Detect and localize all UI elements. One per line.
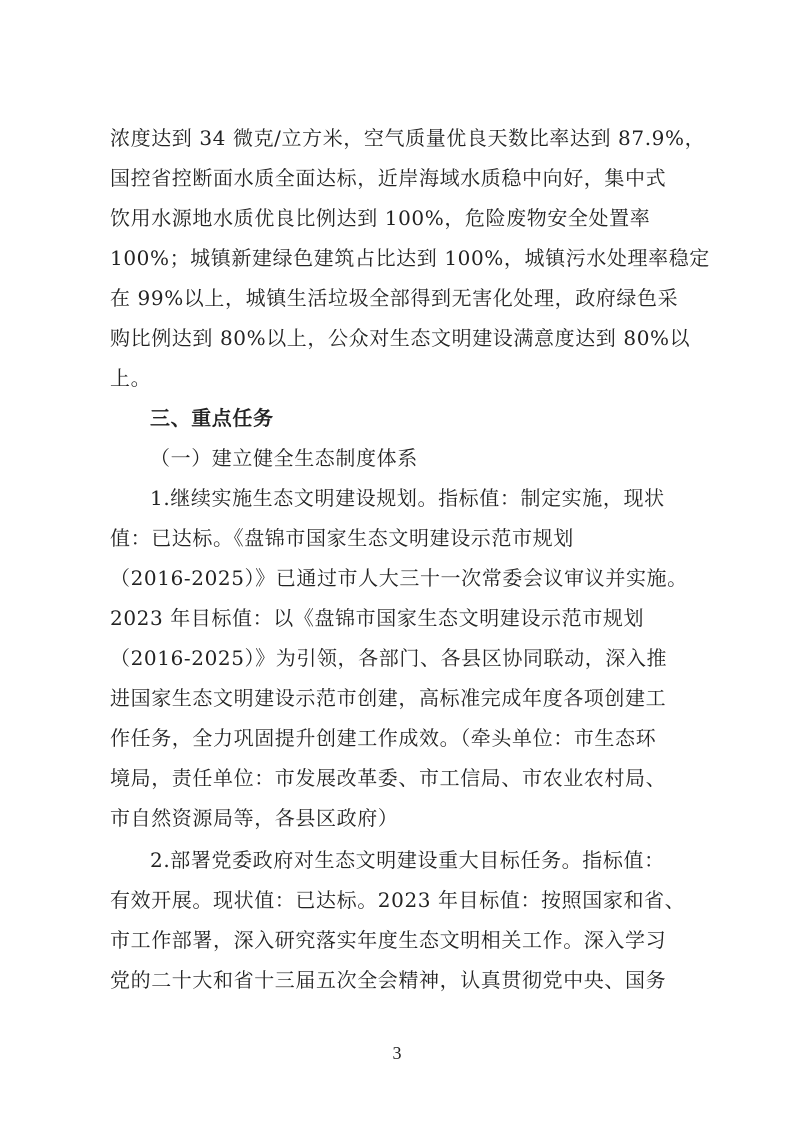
- item1-line: 2023 年目标值：以《盘锦市国家生态文明建设示范市规划: [110, 606, 645, 630]
- subsection-heading: （一）建立健全生态制度体系: [150, 446, 418, 470]
- document-body: [110, 118, 710, 1000]
- text-line: 100%；城镇新建绿色建筑占比达到 100%，城镇污水处理率稳定: [110, 246, 710, 270]
- item1-line: 市自然资源局等，各县区政府）: [110, 806, 399, 830]
- text-line: 浓度达到 34 微克/立方米，空气质量优良天数比率达到 87.9%，: [110, 126, 706, 150]
- item2-line: 党的二十大和省十三届五次全会精神，认真贯彻党中央、国务: [110, 968, 667, 992]
- item1-line: 境局，责任单位：市发展改革委、市工信局、市农业农村局、: [110, 766, 667, 790]
- text-line: 购比例达到 80%以上，公众对生态文明建设满意度达到 80%以: [110, 326, 691, 350]
- text-line: 饮用水源地水质优良比例达到 100%，危险废物安全处置率: [110, 206, 651, 230]
- item1-line: （2016-2025）》为引领，各部门、各县区协同联动，深入推: [110, 646, 668, 670]
- item1-line: 值：已达标。《盘锦市国家生态文明建设示范市规划: [110, 526, 574, 550]
- page-number: 3: [392, 1043, 402, 1063]
- item2-line: 有效开展。现状值：已达标。2023 年目标值：按照国家和省、: [110, 888, 686, 912]
- item1-line: （2016-2025）》已通过市人大三十一次常委会议审议并实施。: [110, 566, 688, 590]
- text-line: 国控省控断面水质全面达标，近岸海域水质稳中向好，集中式: [110, 166, 667, 190]
- item2-line: 2.部署党委政府对生态文明建设重大目标任务。指标值：: [150, 848, 665, 872]
- item2-line: 市工作部署，深入研究落实年度生态文明相关工作。深入学习: [110, 928, 667, 952]
- text-line: 上。: [110, 366, 152, 390]
- text-line: 在 99%以上，城镇生活垃圾全部得到无害化处理，政府绿色采: [110, 286, 679, 310]
- item1-line: 1.继续实施生态文明建设规划。指标值：制定实施，现状: [150, 486, 665, 510]
- section-heading: 三、重点任务: [150, 406, 274, 430]
- item1-line: 进国家生态文明建设示范市创建，高标准完成年度各项创建工: [110, 686, 667, 710]
- item1-line: 作任务，全力巩固提升创建工作成效。（牵头单位：市生态环: [110, 726, 657, 750]
